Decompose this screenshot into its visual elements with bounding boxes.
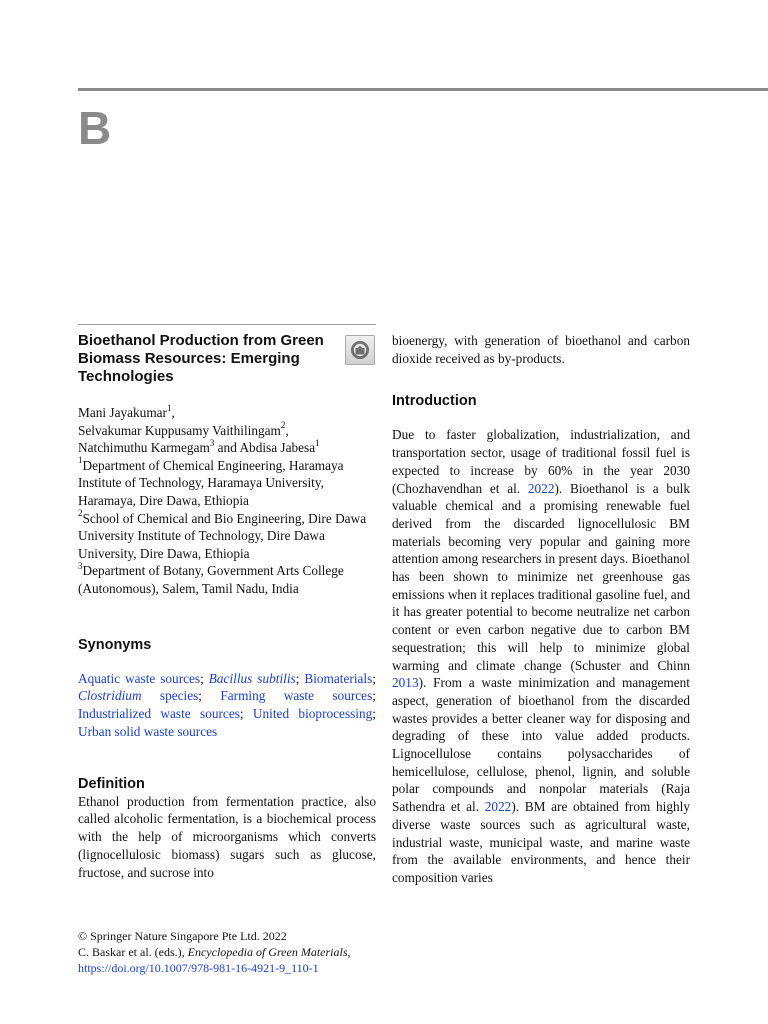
- introduction-heading: Introduction: [392, 393, 477, 410]
- synonym-separator: ;: [372, 688, 376, 704]
- top-rule: [78, 88, 768, 91]
- affiliation-text: Department of Botany, Government Arts College (Autonomous), Salem, Tamil Nadu, India: [78, 563, 344, 596]
- synonym-link[interactable]: Industrialized waste sources: [78, 706, 240, 722]
- title-rule: [78, 324, 376, 325]
- intro-text-part: ). Bioethanol is a bulk valuable chemical and a promising renewable fuel derived from the discarded lignocellulosic BM materials becoming very popular and gaining more attention among researchers in present days. Bioethanol has been shown to minimize net greenhouse gas emissions when it replaces traditional gasoline fuel, and it has greater potential to become neutralize net carbon content or even carbon negative due to carbon BM sequestration; this will help to minimize global warming and climate change (Schuster and Chinn: [392, 480, 690, 673]
- intro-text-part: ). From a waste minimization and management aspect, generation of bioethanol from the discarded wastes provides a better cleaner way for disposing and degrading of these into value added products. Lignocellulose contains polysaccharides of hemicellulose, cellulose, phenol, lignin, and soluble polar compounds and nonpolar materials (Raja Sathendra et al.: [392, 675, 690, 815]
- synonym-separator: ;: [372, 670, 376, 686]
- author-affil-sup: 1: [315, 437, 320, 448]
- synonyms-list: [78, 670, 376, 741]
- copyright-line: © Springer Nature Singapore Pte Ltd. 2022: [78, 929, 287, 943]
- left-column: [78, 324, 376, 881]
- author-name: Mani Jayakumar: [78, 405, 167, 420]
- affiliation-sup: 3: [78, 560, 83, 571]
- author-trail: and Abdisa Jabesa: [214, 440, 316, 456]
- synonym-link[interactable]: United bioprocessing: [252, 706, 373, 722]
- synonym-separator: ;: [200, 670, 209, 686]
- synonym-link[interactable]: Farming waste sources: [220, 688, 373, 704]
- article-title: Bioethanol Production from Green Biomass Resources: Emerging Technologies: [78, 332, 324, 385]
- intro-text-part: Due to faster globalization, industrialization, and transportation sector, usage of traditional fossil fuel is expected to increase by 60% in the year 2030 (Chozhavendhan et al.: [392, 427, 690, 496]
- citation-link[interactable]: 2022: [484, 799, 512, 815]
- affiliation-sup: 1: [78, 455, 83, 466]
- author-trail: ,: [171, 405, 175, 420]
- crossmark-icon[interactable]: [345, 335, 375, 365]
- intro-text-part: ). BM are obtained from highly diverse waste sources such as agricultural waste, industrial waste, municipal waste, and marine waste from the available environments, and hence their composition varies: [392, 799, 690, 885]
- author-name: Natchimuthu Karmegam: [78, 440, 210, 456]
- author-trail: ,: [285, 422, 289, 438]
- title-block: [78, 332, 376, 386]
- synonym-link[interactable]: Biomaterials: [304, 670, 373, 686]
- synonym-link[interactable]: Aquatic waste sources: [78, 670, 201, 686]
- author-affil-sup: 2: [280, 420, 286, 431]
- book-title: Encyclopedia of Green Materials: [187, 945, 348, 959]
- synonym-link-rest: species: [141, 688, 199, 704]
- affiliation: [78, 510, 376, 563]
- doi-link[interactable]: https://doi.org/10.1007/978-981-16-4921-9_110-1: [78, 961, 319, 975]
- synonym-separator: ;: [239, 706, 253, 722]
- synonym-separator: ;: [372, 706, 376, 722]
- author-line: [78, 439, 376, 457]
- citation-link[interactable]: 2022: [527, 480, 555, 496]
- author-affil-sup: 1: [167, 402, 172, 413]
- book-title-trail: ,: [347, 945, 351, 959]
- section-letter: B: [78, 102, 112, 154]
- introduction-text: [392, 426, 690, 886]
- affiliation: [78, 562, 376, 597]
- editors-text: C. Baskar et al. (eds.),: [78, 945, 188, 959]
- footer: [78, 928, 498, 976]
- synonyms-heading: Synonyms: [78, 636, 152, 653]
- author-block: [78, 404, 376, 598]
- synonym-separator: ;: [295, 670, 305, 686]
- definition-text: Ethanol production from fermentation practice, also called alcoholic fermentation, is a biochemical process with the help of microorganisms which converts (lignocellulosic biomass) sugars such as glucose, fructose, and sucrose into: [78, 793, 376, 880]
- affiliation: [78, 457, 376, 510]
- author-affil-sup: 3: [209, 437, 215, 448]
- definition-continuation: bioenergy, with generation of bioethanol and carbon dioxide received as by-products.: [392, 333, 690, 366]
- synonym-link[interactable]: [78, 688, 198, 703]
- citation-link[interactable]: 2013: [392, 675, 419, 691]
- synonym-separator: ;: [198, 688, 221, 704]
- right-column: [392, 332, 690, 887]
- author-line: [78, 404, 376, 422]
- affiliation-text: School of Chemical and Bio Engineering, Dire Dawa University Institute of Technology, Dire Dawa University, Dire Dawa, Ethiopia: [78, 510, 367, 561]
- definition-heading: Definition: [78, 775, 145, 792]
- author-line: [78, 422, 376, 440]
- synonym-link[interactable]: Bacillus subtilis: [208, 670, 296, 686]
- synonym-link[interactable]: Urban solid waste sources: [78, 723, 218, 739]
- affiliation-sup: 2: [78, 508, 83, 519]
- author-name: Selvakumar Kuppusamy Vaithilingam: [78, 422, 281, 438]
- affiliation-text: Department of Chemical Engineering, Haramaya Institute of Technology, Haramaya University, Haramaya, Dire Dawa, Ethiopia: [78, 457, 344, 508]
- synonym-link-italic: Clostridium: [78, 688, 142, 704]
- citation-line: [78, 944, 498, 960]
